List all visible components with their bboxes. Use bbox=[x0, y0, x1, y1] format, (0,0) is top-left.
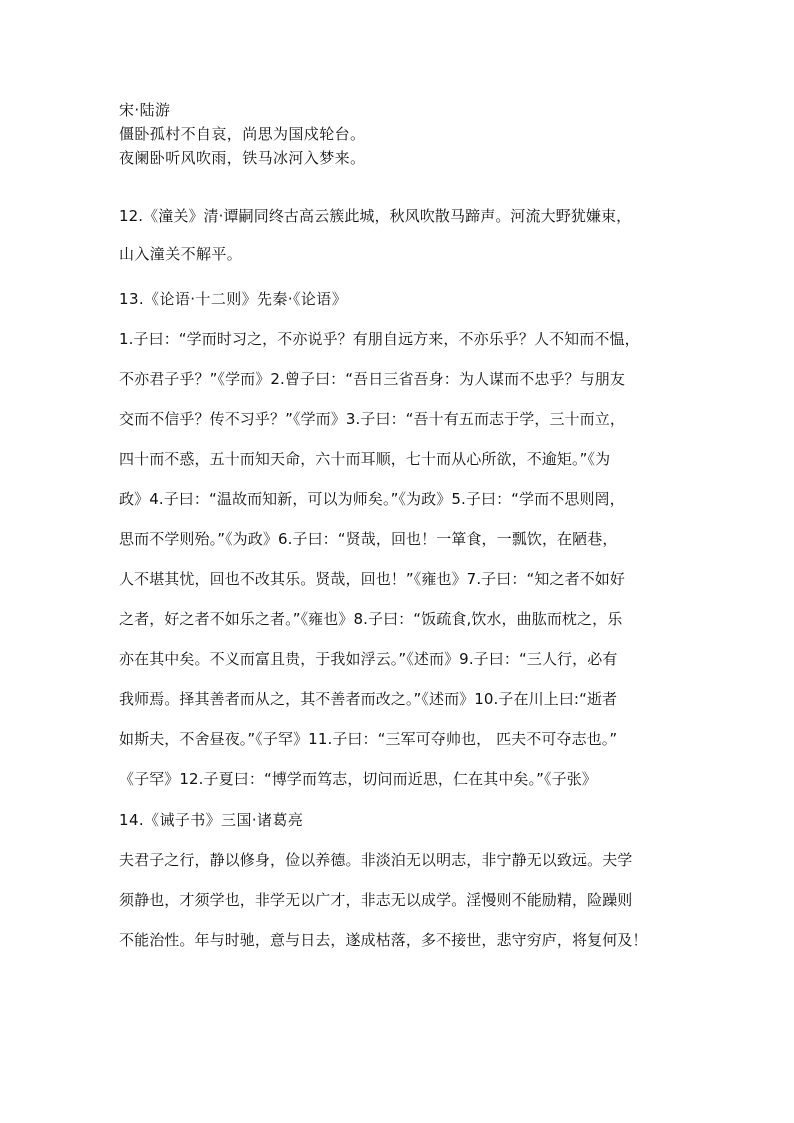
text-line: 《子罕》12.子夏曰：“博学而笃志，切问而近思，仁在其中矣。”《子张》 bbox=[119, 770, 597, 788]
text-line: 四十而不惑，五十而知天命，六十而耳顺，七十而从心所欲，不逾矩。”《为 bbox=[119, 450, 611, 468]
text-line: 政》4.子曰：“温故而知新，可以为师矣。”《为政》5.子曰：“学而不思则罔， bbox=[119, 490, 625, 508]
text-line: 之者，好之者不如乐之者。”《雍也》8.子曰：“饭疏食,饮水，曲肱而枕之，乐 bbox=[119, 610, 623, 628]
text-line: 夫君子之行，静以修身，俭以养德。非淡泊无以明志，非宁静无以致远。夫学 bbox=[119, 851, 633, 869]
text-line: 不亦君子乎？”《学而》2.曾子曰：“吾日三省吾身：为人谋而不忠乎？与朋友 bbox=[119, 370, 625, 388]
text-line: 人不堪其忧，回也不改其乐。贤哉，回也！”《雍也》7.子曰：“知之者不如好 bbox=[119, 570, 625, 588]
text-line: 思而不学则殆。”《为政》6.子曰：“贤哉，回也！一箪食，一瓢饮，在陋巷， bbox=[119, 530, 618, 548]
section-heading-13: 13.《论语·十二则》先秦·《论语》 bbox=[119, 290, 348, 308]
text-line: 我师焉。择其善者而从之，其不善者而改之。”《述而》10.子在川上曰:“逝者 bbox=[119, 690, 618, 708]
poem-line-2: 夜阑卧听风吹雨，铁马冰河入梦来。 bbox=[119, 149, 366, 167]
text-line: 亦在其中矣。不义而富且贵，于我如浮云。”《述而》9.子曰：“三人行，必有 bbox=[119, 650, 618, 668]
text-line: 12.《潼关》清·谭嗣同终古高云簇此城，秋风吹散马蹄声。河流大野犹嫌束， bbox=[119, 207, 632, 225]
text-line: 山入潼关不解平。 bbox=[119, 245, 243, 263]
text-line: 1.子曰：“学而时习之，不亦说乎？有朋自远方来，不亦乐乎？人不知而不愠， bbox=[119, 330, 640, 348]
section-heading-14: 14.《诫子书》三国·诸葛亮 bbox=[119, 811, 304, 829]
poem-line-1: 僵卧孤村不自哀，尚思为国戍轮台。 bbox=[119, 125, 366, 143]
text-line: 须静也，才须学也，非学无以广才，非志无以成学。淫慢则不能励精，险躁则 bbox=[119, 891, 633, 909]
text-line: 不能治性。年与时驰，意与日去，遂成枯落，多不接世，悲守穷庐，将复何及！ bbox=[119, 931, 648, 949]
text-line: 如斯夫，不舍昼夜。”《子罕》11.子曰：“三军可夺帅也， 匹夫不可夺志也。” bbox=[119, 730, 618, 748]
text-line: 交而不信乎？传不习乎？”《学而》3.子曰：“吾十有五而志于学，三十而立， bbox=[119, 410, 625, 428]
poem-author: 宋·陆游 bbox=[119, 101, 171, 119]
